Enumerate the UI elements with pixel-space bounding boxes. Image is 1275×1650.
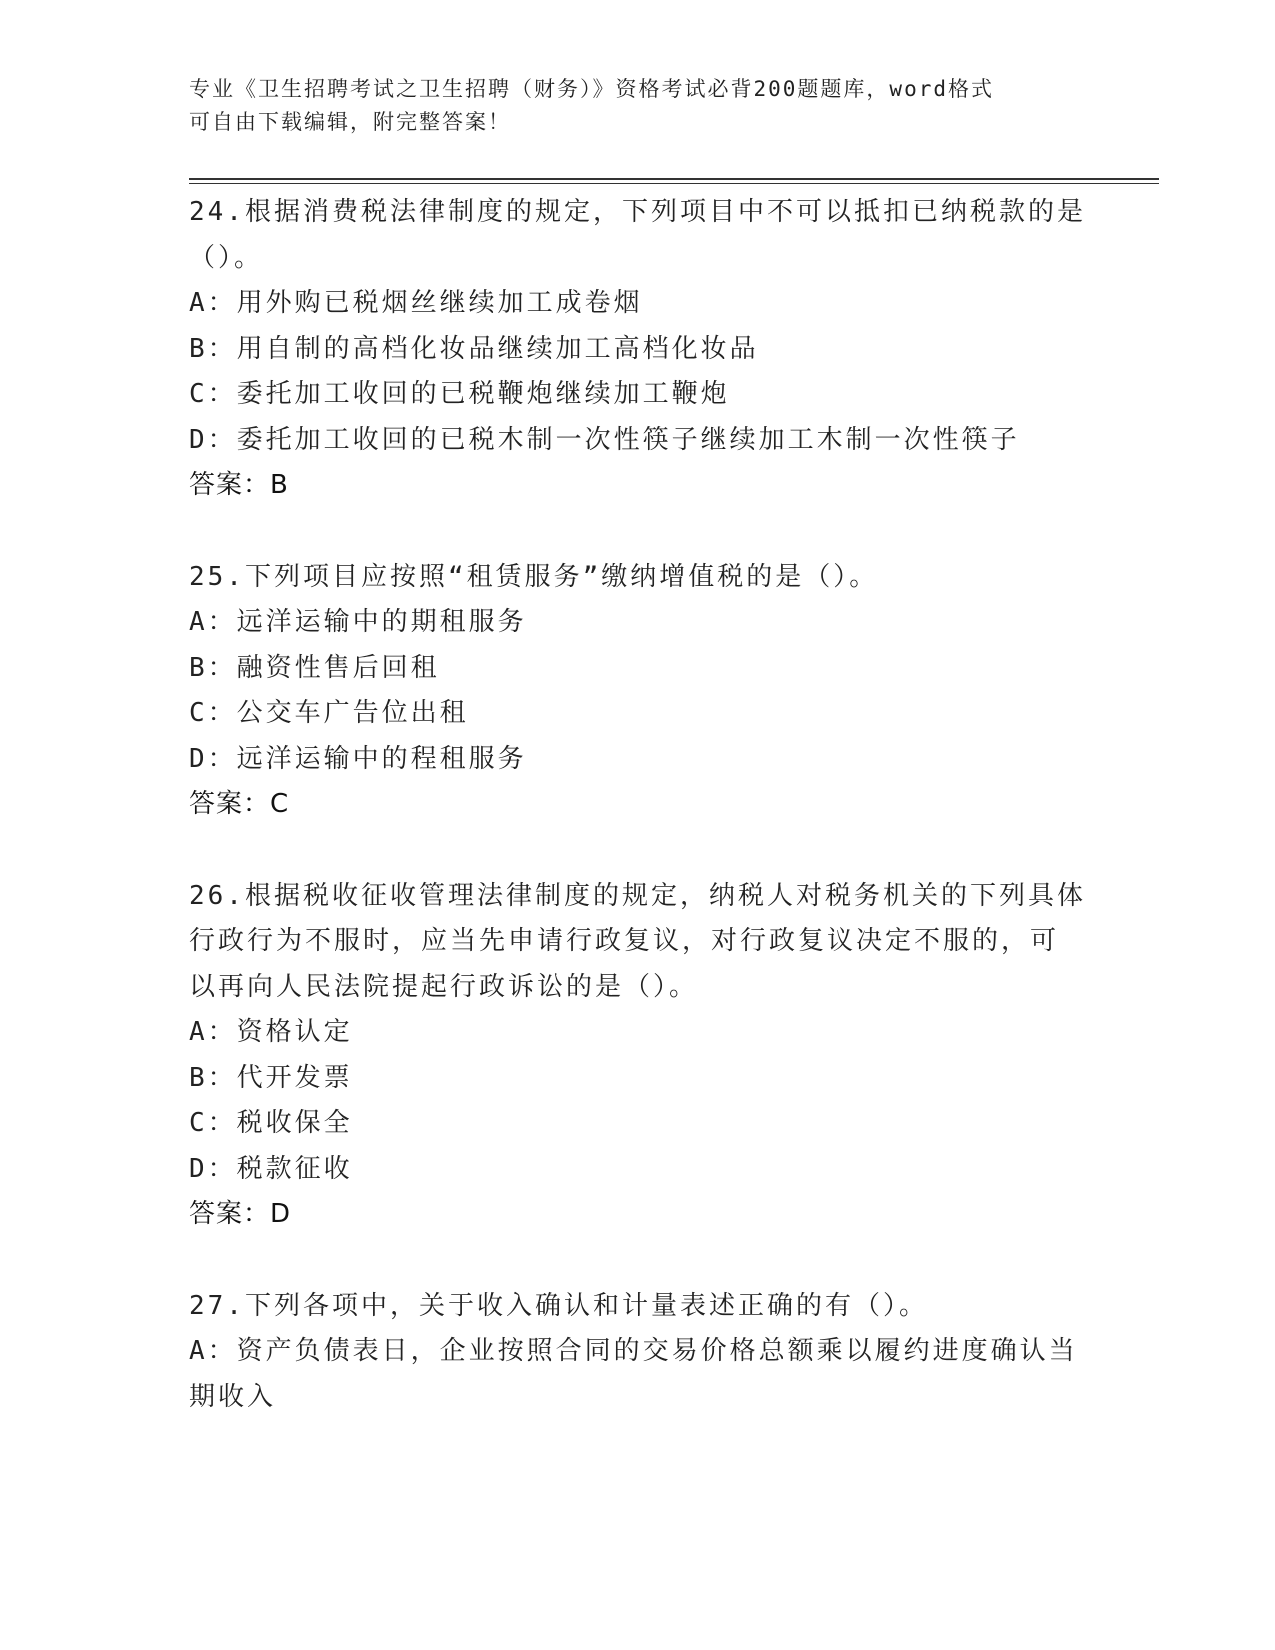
- question-24: [189, 190, 1089, 509]
- document-header: [189, 73, 1069, 139]
- question-stem-line: 以再向人民法院提起行政诉讼的是（）。: [189, 971, 699, 1002]
- option-a: A：资产负债表日，企业按照合同的交易价格总额乘以履约进度确认当: [189, 1336, 1078, 1366]
- header-divider-thin: [189, 183, 1159, 184]
- answer-line: 答案：C: [189, 789, 290, 819]
- answer-line: 答案：B: [189, 470, 289, 500]
- question-stem-line: 24.根据消费税法律制度的规定，下列项目中不可以抵扣已纳税款的是: [189, 197, 1086, 227]
- question-list: [189, 190, 1089, 1420]
- option-d: D：远洋运输中的程租服务: [189, 743, 527, 774]
- option-a-continued: 期收入: [189, 1381, 277, 1412]
- question-stem-line: 25.下列项目应按照“租赁服务”缴纳增值税的是（）。: [189, 561, 879, 592]
- question-stem-line: （）。: [189, 242, 264, 273]
- header-line-2: 可自由下载编辑，附完整答案！: [189, 110, 511, 134]
- question-stem-line: 行政行为不服时，应当先申请行政复议，对行政复议决定不服的，可: [189, 926, 1060, 956]
- header-line-1: 专业《卫生招聘考试之卫生招聘（财务）》资格考试必背200题题库，word格式: [189, 77, 994, 101]
- option-c: C：税收保全: [189, 1108, 353, 1138]
- option-a: A：用外购已税烟丝继续加工成卷烟: [189, 288, 643, 318]
- option-c: C：公交车广告位出租: [189, 698, 469, 728]
- question-25: [189, 555, 1089, 828]
- question-26: [189, 874, 1089, 1238]
- option-b: B：用自制的高档化妆品继续加工高档化妆品: [189, 333, 759, 364]
- option-d: D：税款征收: [189, 1153, 353, 1184]
- option-a: A：资格认定: [189, 1017, 353, 1047]
- option-b: B：代开发票: [189, 1062, 353, 1093]
- question-27: [189, 1284, 1089, 1421]
- option-a: A：远洋运输中的期租服务: [189, 607, 527, 637]
- question-stem-line: 27.下列各项中，关于收入确认和计量表述正确的有（）。: [189, 1290, 928, 1321]
- option-b: B：融资性售后回租: [189, 652, 440, 683]
- option-d: D：委托加工收回的已税木制一次性筷子继续加工木制一次性筷子: [189, 424, 1020, 455]
- header-divider-thick: [189, 178, 1159, 180]
- option-c: C：委托加工收回的已税鞭炮继续加工鞭炮: [189, 379, 730, 409]
- question-stem-line: 26.根据税收征收管理法律制度的规定，纳税人对税务机关的下列具体: [189, 880, 1086, 911]
- answer-line: 答案：D: [189, 1199, 292, 1229]
